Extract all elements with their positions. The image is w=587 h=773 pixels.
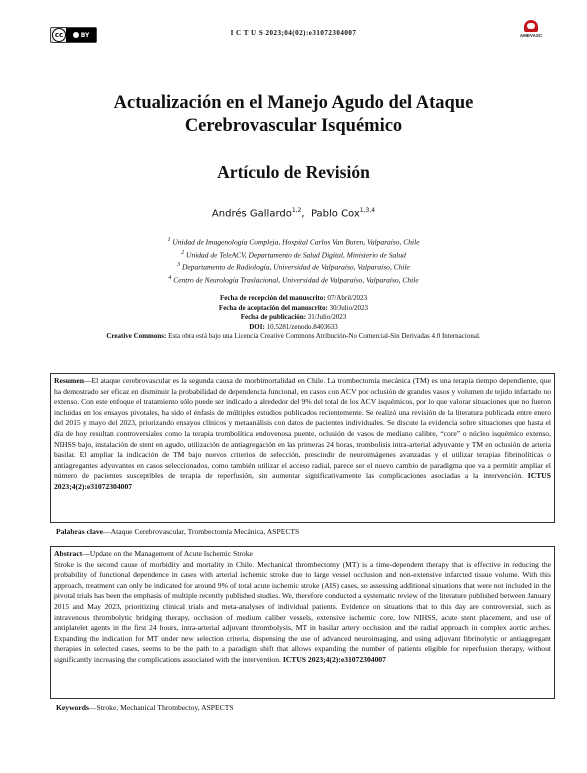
- journal-reference: I C T U S 2023;04(02):e31072304007: [230, 29, 357, 37]
- article-type: Artículo de Revisión: [217, 162, 370, 182]
- affiliation: $^3$ Departamento de Radiología, Universidad de Valparaíso, Valparaíso, Chile: [177, 262, 410, 272]
- accepted-date: Fecha de aceptación del manuscrito: 30/Julio/2023: [218, 303, 369, 312]
- journal-logo: [513, 20, 549, 38]
- affiliation: $^4$ Centro de Neurología Traslacional, Universidad de Valparaíso, Valparaíso, Chile: [168, 274, 419, 284]
- article-title: [0, 92, 587, 138]
- author-name: Andrés Gallardo: [211, 208, 292, 220]
- published-date: Fecha de publicación: 31/Julio/2023: [240, 313, 347, 321]
- author-name: Pablo Cox: [310, 208, 360, 220]
- author-affil-ref: 1,2: [291, 207, 302, 214]
- palabras-clave: Palabras clave—Ataque Cerebrovascular, Trombectomía Mecánica, ASPECTS: [56, 527, 300, 536]
- abstract-label: Abstract: [54, 549, 83, 558]
- resumen-label: Resumen: [54, 376, 84, 385]
- resumen-paragraph: [54, 376, 551, 493]
- cc-icon: cc: [52, 28, 66, 42]
- doi[interactable]: DOI: 10.5281/zenodo.8403633: [249, 322, 338, 331]
- logo-text: AMEVASC: [519, 33, 543, 38]
- author-separator: ,: [301, 208, 311, 220]
- affiliation: $^1$ Unidad de Imagenología Compleja, Hospital Carlos Van Buren, Valparaíso, Chile: [167, 237, 420, 247]
- resumen-citation: ICTUS 2023;4(2):e31072304007: [54, 471, 551, 491]
- author-list: [0, 207, 587, 219]
- abstract-citation: ICTUS 2023;4(2):e31072304007: [282, 654, 386, 664]
- brain-logo-icon: [524, 20, 538, 32]
- abstract-title: —Update on the Management of Acute Ischemic Stroke: [82, 549, 253, 558]
- author-affil-ref: 1,3,4: [359, 207, 376, 214]
- resumen-text: —El ataque cerebrovascular es la segunda causa de morbimortalidad en Chile. La trombectomía mecánica (TM) es una terapia tiempo dependiente, que ha demostrado ser eficaz en disminuir la probabilidad de dependencia funcional, en casos con ACV por oclusión de grandes vasos y volumen de tejido infartado no extenso. Con este enfoque el tratamiento sólo puede ser indicado a alrededor del 9% del total de los ACV isquémicos, por lo que valorar situaciones que no fueron incluidas en los ensayos pivotales, ha sido el énfasis de múltiples estudios publicados recientemente. Se realizó una revisión de la literatura publicada entre enero del 2015 y mayo del 2023, priorizando ensayos clínicos y metaanálisis con datos de pacientes individuales. Se discute la evidencia sobre situaciones que hasta el día de hoy resultan controversiales como la terapia trombolítica endovenosa puente, oclusión de vasos de mediano calibre, “core” o núcleo isquémico extenso, NIHSS bajo, instalación de stent en agudo, utilización de antiagregación en las primeras 24 horas, trombolisis intra-arterial adyuvante y TM en oclusión de arteria basilar. El ampliar la indicación de TM bajo nuevos criterios de selección, prescindir de neuroimágenes avanzadas y el utilizar terapias fibrinolíticas o antiagregantes adyuvantes en casos seleccionados, como también utilizar el acceso radial, parece ser el nuevo cambio de paradigma que va a permitir ampliar el número de pacientes susceptibles de terapia de reperfusión, sin aumentar significativamente las complicaciones asociadas a la intervención.: [54, 376, 551, 481]
- abstract-paragraph: [54, 549, 551, 666]
- by-icon: BY: [66, 28, 96, 42]
- affiliation: $^2$ Unidad de TeleACV, Departamento de Salud Digital, Ministerio de Salud: [181, 249, 406, 259]
- license-statement: Creative Commons: Esta obra está bajo una Licencia Creative Commons Atribución-No Comercial-Sin Derivadas 4.0 Internacional.: [106, 332, 481, 340]
- title-line-2: Cerebrovascular Isquémico: [184, 116, 403, 136]
- affiliations: [0, 235, 587, 285]
- received-date: Fecha de recepción del manuscrito: 07/Abril/2023: [219, 294, 368, 302]
- abstract-text: Stroke is the second cause of morbidity and mortality in Chile. Mechanical thrombectomy (MT) is a time-dependent therapy that is effective in reducing the probability of functional dependence in cases with arterial ischemic stroke due to large vessel occlusion and non-extensive infarcted tissue volume. With this approach, treatment can only be indicated for around 9% of total acute ischemic stroke (AIS) cases, so assessing additional situations that were not included in the pivotal trials has been the emphasis of multiple recently published studies. We, therefore conducted a systematic review of the literature published between January 2015 and May 2023, prioritizing clinical trials and meta-analyses of individual patients. Evidence on situations that to this day are controversial, such as intravenous thrombolytic bridging therapy, occlusion of medium caliber vessels, extensive ischemic core, low NIHSS, acute stent placement, and use of antiplatelet agents in the first 24 hours, intra-arterial adjuvant thrombolysis, MT in basilar artery occlusion and the radial approach in complex aortic arches. Expanding the indication for MT under new selection criteria, dispensing the use of advanced neuroimaging, and using adjuvant fibrinolytic or antiaggregant therapies in selected cases, seems to be the path to a paradigm shift that allows expanding the number of patients eligible for reperfusion therapy, without significantly increasing the complications associated with the intervention.: [54, 559, 551, 664]
- keywords: Keywords—Stroke, Mechanical Thrombectoy, ASPECTS: [56, 703, 234, 712]
- title-line-1: Actualización en el Manejo Agudo del Ataque: [113, 93, 474, 113]
- manuscript-dates: [0, 294, 587, 342]
